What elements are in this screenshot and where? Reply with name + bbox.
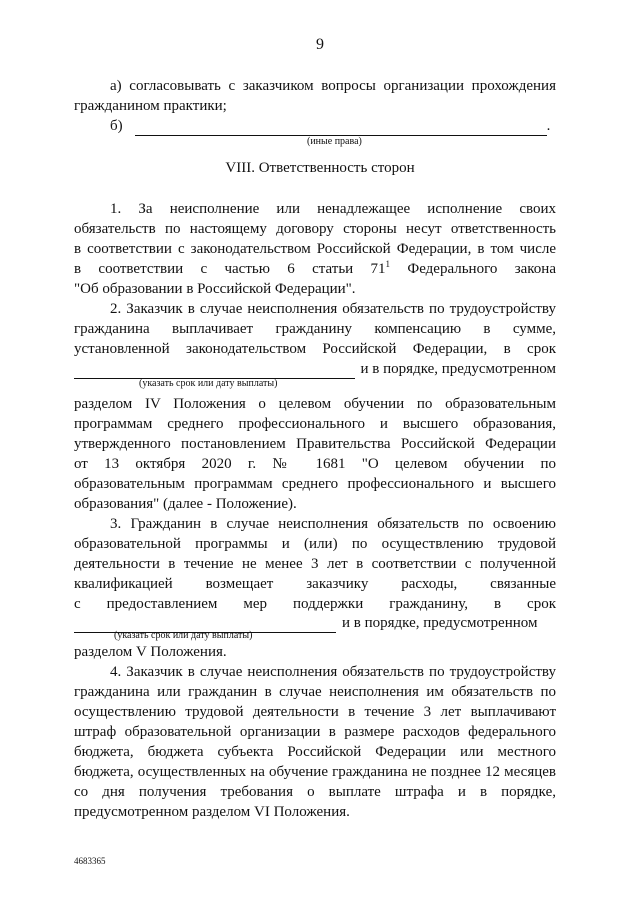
page-number: 9 [316, 36, 324, 53]
p1-line-1: 1. За неисполнение или ненадлежащее исполнение своих [110, 201, 556, 217]
p2-line-8: от 13 октября 2020 г. № 1681 "О целевом обучении по [74, 456, 556, 472]
p3-line-2: образовательной программы и (или) по осуществлению трудовой [74, 536, 556, 552]
p2-line-4-after: и в порядке, предусмотренном [360, 361, 556, 377]
p1-line-3: в соответствии с законодательством Российской Федерации, в том числе [74, 241, 556, 257]
p1-line-2: обязательств по настоящему договору стороны несут ответственность [74, 221, 556, 237]
p1-line-5: "Об образовании в Российской Федерации". [74, 281, 356, 297]
p4-line-7: со дня получения требования о выплате штрафа и в порядке, [74, 784, 556, 800]
p3-line-4: квалификацией возмещает заказчику расходы, связанные [74, 576, 556, 592]
item-b-end: . [546, 118, 551, 134]
p1-line-4 [74, 260, 556, 279]
item-b-blank-field[interactable] [135, 122, 547, 136]
p2-line-7: утвержденного постановлением Правительства Российской Федерации [74, 436, 556, 452]
p1-article-superscript: 1 [385, 259, 391, 269]
item-b-caption: (иные права) [307, 136, 362, 147]
p4-line-6: бюджета, осуществленных на обучение гражданина не позднее 12 месяцев [74, 764, 556, 780]
p2-caption: (указать срок или дату выплаты) [139, 378, 278, 389]
p1-line-4-before: в соответствии с частью 6 статьи 71 [74, 261, 386, 277]
p4-line-3: осуществлению трудовой деятельности в течение 3 лет выплачивают [74, 704, 556, 720]
p1-line-4-after: Федерального закона [407, 261, 556, 277]
p4-line-2: гражданина или гражданин в случае неисполнения им обязательств по [74, 684, 556, 700]
item-a-line-2: гражданином практики; [74, 98, 227, 114]
p2-line-4 [74, 360, 556, 379]
p2-line-3: установленной законодательством Российской Федерации, в срок [74, 341, 556, 357]
item-b-label: б) [110, 118, 123, 134]
p3-line-7: разделом V Положения. [74, 644, 227, 660]
p3-line-5: с предоставлением мер поддержки гражданину, в срок [74, 596, 556, 612]
p2-line-10: образования" (далее - Положение). [74, 496, 297, 512]
p4-line-5: бюджета, бюджета субъекта Российской Федерации или местного [74, 744, 556, 760]
document-id: 4683365 [74, 856, 106, 866]
p4-line-4: штраф образовательной организации в размере расходов федерального [74, 724, 556, 740]
p3-line-6-after: и в порядке, предусмотренном [342, 615, 538, 631]
p4-line-8: предусмотренном разделом VI Положения. [74, 804, 350, 820]
p2-term-blank-field[interactable] [74, 365, 355, 379]
p2-line-1: 2. Заказчик в случае неисполнения обязательств по трудоустройству [110, 301, 556, 317]
p3-caption: (указать срок или дату выплаты) [114, 630, 253, 641]
item-a-line-1: а) согласовывать с заказчиком вопросы организации прохождения [110, 78, 556, 94]
p3-line-1: 3. Гражданин в случае неисполнения обязательств по освоению [110, 516, 556, 532]
p2-line-2: гражданина выплачивает гражданину компенсацию в сумме, [74, 321, 556, 337]
p2-line-6: программам среднего профессионального и высшего образования, [74, 416, 556, 432]
section-title: VIII. Ответственность сторон [225, 160, 415, 176]
item-b-line [110, 117, 556, 136]
p2-line-9: образовательным программам среднего профессионального и высшего [74, 476, 556, 492]
p2-line-5: разделом IV Положения о целевом обучении по образовательным [74, 396, 556, 412]
p3-line-3: деятельности в течение не менее 3 лет в соответствии с полученной [74, 556, 556, 572]
p4-line-1: 4. Заказчик в случае неисполнения обязательств по трудоустройству [110, 664, 556, 680]
